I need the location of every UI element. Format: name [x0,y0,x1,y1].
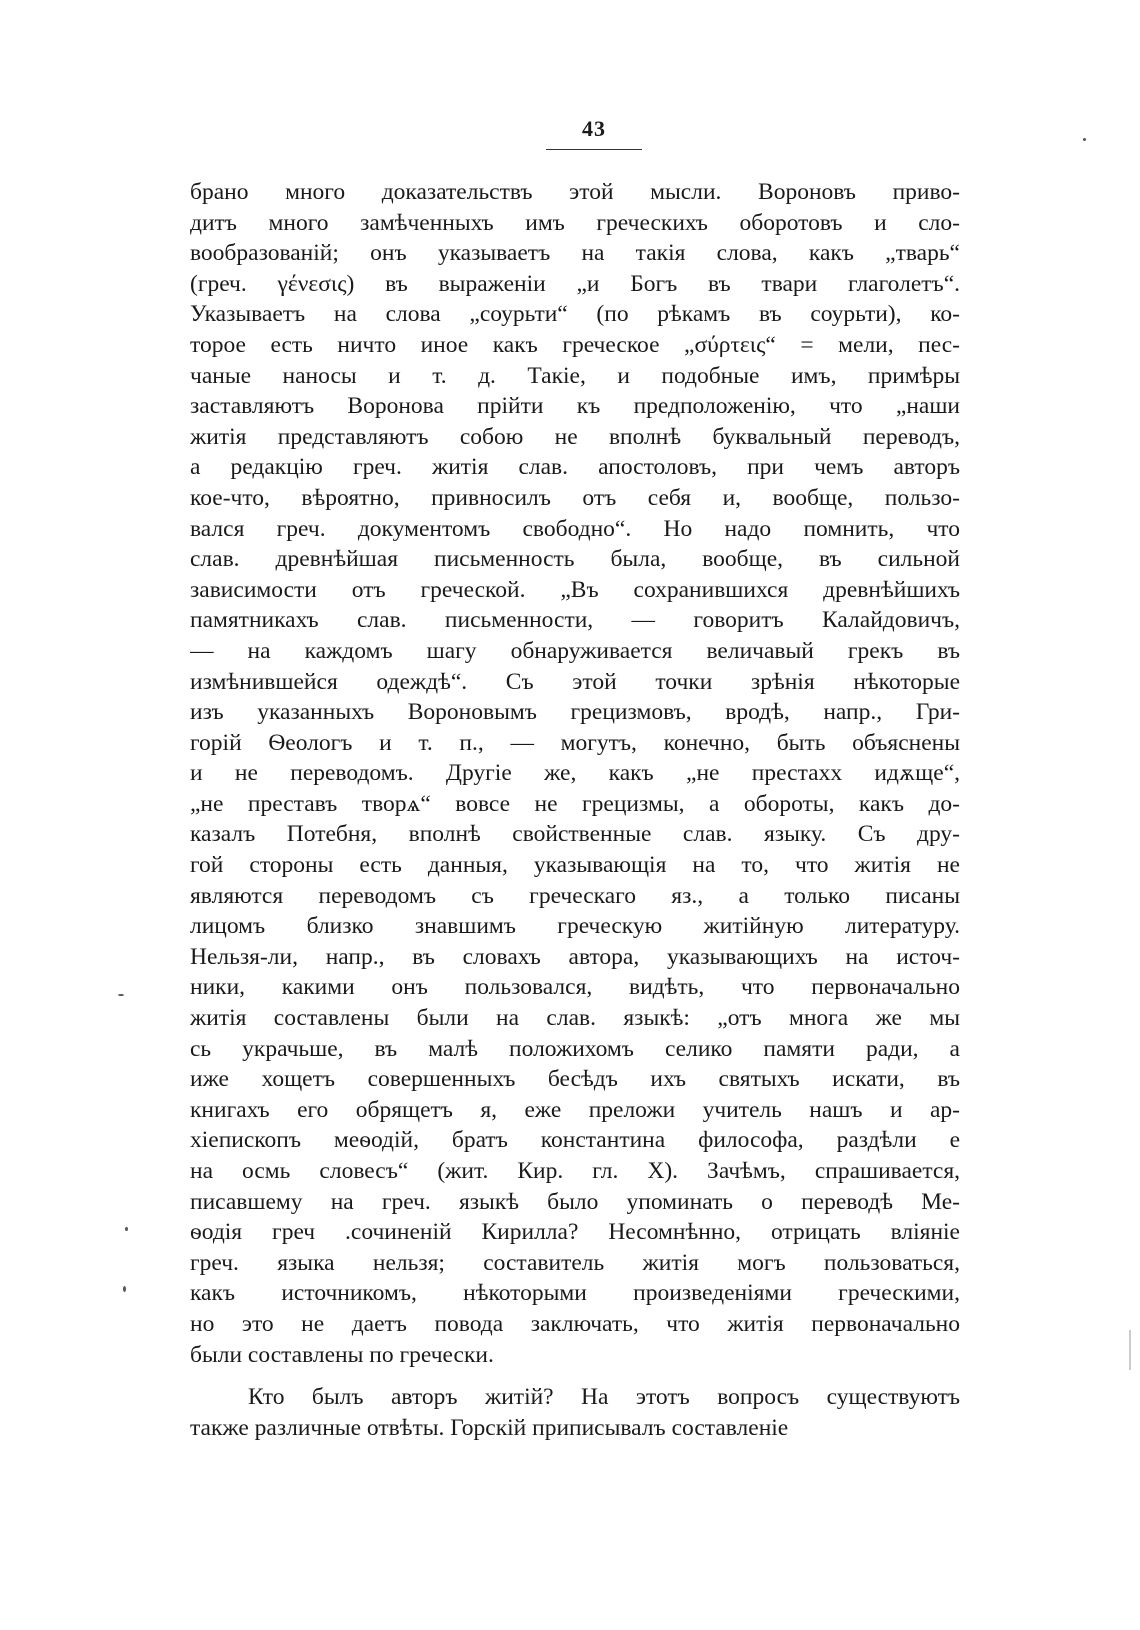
page-number-rule [546,149,642,150]
text-line: казалъ Потебня, вполнѣ свойственные слав. языку. Съ дру- [190,821,960,848]
text-line: греч. языка нельзя; составитель житія могъ пользоваться, [190,1249,960,1276]
text-line: ники, какими онъ пользовался, видѣть, что первоначально [190,974,960,1001]
scan-speck [125,1227,128,1231]
text-line: брано много доказательствъ этой мысли. Вороновъ приво- [190,179,960,205]
text-line: чаные наносы и т. д. Такіе, и подобные имъ, примѣры [190,362,960,389]
text-line: памятникахъ слав. письменности, — говоритъ Калайдовичъ, [190,607,960,634]
text-line: но это не даетъ повода заключать, что житія первоначально [190,1310,960,1337]
text-line: а редакцію греч. житія слав. апостоловъ, при чемъ авторъ [190,454,960,481]
text-line: были составлены по гречески. [190,1341,494,1368]
text-line: житія представляютъ собою не вполнѣ буквальный переводъ, [190,423,960,450]
text-line: Нельзя-ли, напр., въ словахъ автора, указывающихъ на источ- [190,943,960,970]
paragraph-2 [190,1382,960,1443]
text-line: на осмь словесъ“ (жит. Кир. гл. X). Зачѣмъ, спрашивается, [190,1158,960,1184]
scan-speck [1129,1330,1131,1370]
text-line: дитъ много замѣченныхъ имъ греческихъ оборотовъ и сло- [190,209,960,236]
scan-speck [118,994,124,996]
text-line: заставляютъ Воронова прійти къ предположенію, что „наши [190,393,960,420]
paragraph-1 [190,177,960,1370]
text-line: иже хощетъ совершенныхъ бесѣдъ ихъ святыхъ искати, въ [190,1066,960,1093]
text-line: писавшему на греч. языкѣ было упоминать о переводѣ Ме- [190,1188,960,1215]
text-line: какъ источникомъ, нѣкоторыми произведеніями греческими, [190,1280,960,1307]
text-line: книгахъ его обрящетъ я, еже преложи учитель нашъ и ар- [190,1096,960,1123]
text-line: изъ указанныхъ Вороновымъ грецизмовъ, вродѣ, напр., Гри- [190,699,960,726]
text-line: — на каждомъ шагу обнаруживается величавый грекъ въ [190,637,960,664]
scan-speck [123,1286,126,1292]
text-line: житія составлены были на слав. языкѣ: „отъ многа же мы [190,1005,960,1032]
text-line: лицомъ близко знавшимъ греческую житійную литературу. [190,913,960,940]
text-line: вообразованій; онъ указываетъ на такія слова, какъ „тварь“ [190,240,960,267]
text-line: слав. древнѣйшая письменность была, вообще, въ сильной [190,546,960,573]
body-text [190,177,960,1443]
text-line: горій Ѳеологъ и т. п., — могутъ, конечно, быть объяснены [190,729,960,756]
text-line: Кто былъ авторъ житій? На этотъ вопросъ существуютъ [248,1384,960,1411]
text-line: торое есть ничто иное какъ греческое „σύρτεις“ = мели, пес- [190,331,960,358]
text-line: (греч. γένεσις) въ выраженіи „и Богъ въ твари глаголетъ“. [190,270,960,297]
page-number: 43 [582,116,606,141]
text-line: являются переводомъ съ греческаго яз., а только писаны [190,882,960,909]
text-line: вался греч. документомъ свободно“. Но надо помнить, что [190,515,960,542]
text-line: „не преставъ творѧ“ вовсе не грецизмы, а обороты, какъ до- [190,790,960,817]
text-line: хіепископъ меѳодій, братъ константина философа, раздѣли е [190,1127,960,1154]
paragraph-gap [190,1370,960,1382]
text-line: измѣнившейся одеждѣ“. Съ этой точки зрѣнія нѣкоторые [190,668,960,695]
text-line: ѳодія греч .сочиненій Кирилла? Несомнѣнно, отрицать вліяніе [190,1219,960,1246]
text-line: гой стороны есть данныя, указывающія на то, что житія не [190,852,960,879]
text-line: Указываетъ на слова „соурьти“ (по рѣкамъ въ соурьти), ко- [190,301,960,328]
text-line: зависимости отъ греческой. „Въ сохранившихся древнѣйшихъ [190,576,960,603]
scan-speck [1083,138,1086,141]
text-line: сь украчьше, въ малѣ положихомъ селико памяти ради, а [190,1035,960,1062]
text-line: и не переводомъ. Другіе же, какъ „не престахх идѫще“, [190,760,960,787]
text-line: кое-что, вѣроятно, привносилъ отъ себя и, вообще, пользо- [190,484,960,511]
text-line: также различные отвѣты. Горскій приписывалъ составленіе [190,1414,789,1441]
